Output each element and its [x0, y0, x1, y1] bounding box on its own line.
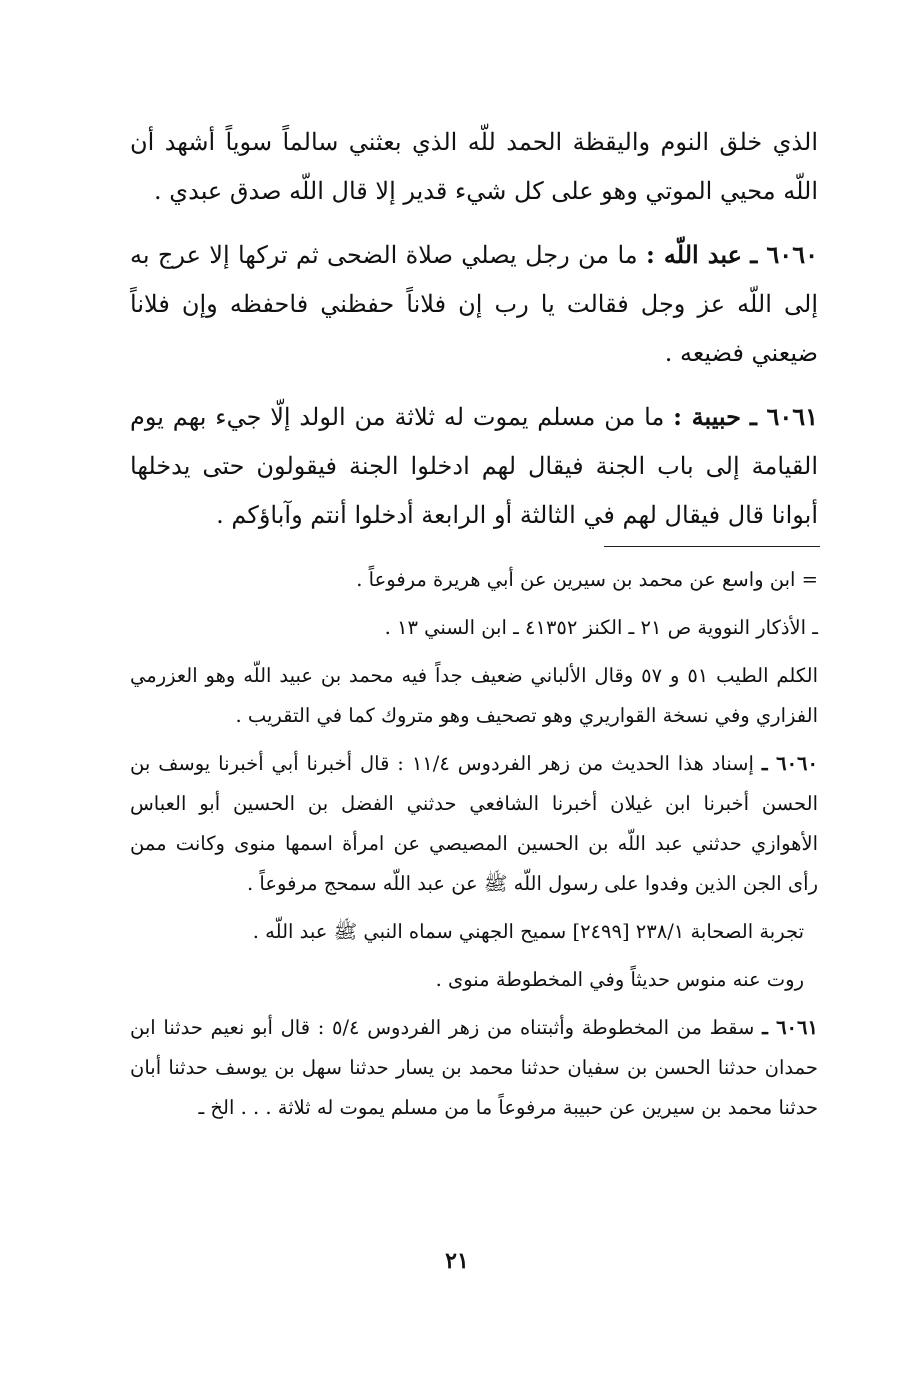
footnote-sources: ـ الأذكار النووية ص ٢١ ـ الكنز ٤١٣٥٢ ـ ابن السني ١٣ . [384, 616, 818, 639]
narrator-name: حبيبة : [673, 402, 742, 431]
main-text [130, 118, 818, 554]
narrator-name: عبد اللّه : [646, 240, 742, 269]
main-paragraph-continuation [130, 118, 818, 216]
footnote-number: ٦٠٦٠ ـ [761, 752, 818, 775]
footnote-text: سقط من المخطوطة وأثبتناه من زهر الفردوس ٥/٤ : قال أبو نعيم حدثنا ابن حمدان حدثنا الحسن بن سفيان حدثنا محمد بن يسار حدثنا سهل بن يوسف حدثنا أبان حدثنا محمد بن سيرين عن حبيبة مرفوعاً ما من مسلم يموت له ثلاثة . . . الخ ـ [130, 1016, 818, 1119]
footnote-continuation: = ابن واسع عن محمد بن سيرين عن أبي هريرة مرفوعاً . [356, 568, 818, 591]
hadith-text: ما من مسلم يموت له ثلاثة من الولد إلّا جيء بهم يوم القيامة إلى باب الجنة فيقال لهم ادخلوا الجنة فيقولون حتى يدخلها أبوانا قال فيقال لهم في الثالثة أو الرابعة أدخلوا أنتم وآباؤكم . [130, 403, 818, 529]
footnote-6061 [130, 1008, 818, 1128]
footnote-manuscript: روت عنه منوس حديثاً وفي المخطوطة منوى . [435, 968, 804, 991]
page-number: ٢١ [445, 1248, 469, 1274]
hadith-number: ٦٠٦٠ ـ [750, 240, 818, 269]
footnote-text: إسناد هذا الحديث من زهر الفردوس ١١/٤ : قال أخبرنا أبي أخبرنا يوسف بن الحسن أخبرنا ابن غيلان أخبرنا الشافعي حدثني الفضل بن الحسين أبو العباس الأهوازي حدثني عبد اللّه بن الحسين المصيصي عن امرأة اسمها منوى وكانت ممن رأى الجن الذين وفدوا على رسول اللّه ﷺ عن عبد اللّه سمحج مرفوعاً . [130, 752, 818, 895]
footnotes [130, 560, 818, 1136]
footnote-grading: الكلم الطيب ٥١ و ٥٧ وقال الألباني ضعيف جداً فيه محمد بن عبيد اللّه وهو العزرمي الفزاري وفي نسخة القواريري وهو تصحيف وهو متروك كما في التقريب . [130, 664, 818, 727]
hadith-number: ٦٠٦١ ـ [749, 402, 818, 431]
footnote-separator [604, 546, 820, 547]
hadith-6060 [130, 230, 818, 378]
footnote-companion: تجربة الصحابة ٢٣٨/١ [٢٤٩٩] سميح الجهني سماه النبي ﷺ عبد اللّه . [252, 920, 804, 943]
footnote-6060 [130, 744, 818, 904]
hadith-text: ما من رجل يصلي صلاة الضحى ثم تركها إلا عرج به إلى اللّه عز وجل فقالت يا رب إن فلاناً حفظني فاحفظه وإن فلاناً ضيعني فضيعه . [130, 241, 818, 367]
hadith-6061 [130, 392, 818, 540]
paragraph-text: الذي خلق النوم واليقظة الحمد للّه الذي بعثني سالماً سوياً أشهد أن اللّه محيي الموتي وهو على كل شيء قدير إلا قال اللّه صدق عبدي . [130, 128, 818, 205]
footnote-number: ٦٠٦١ ـ [762, 1016, 818, 1039]
